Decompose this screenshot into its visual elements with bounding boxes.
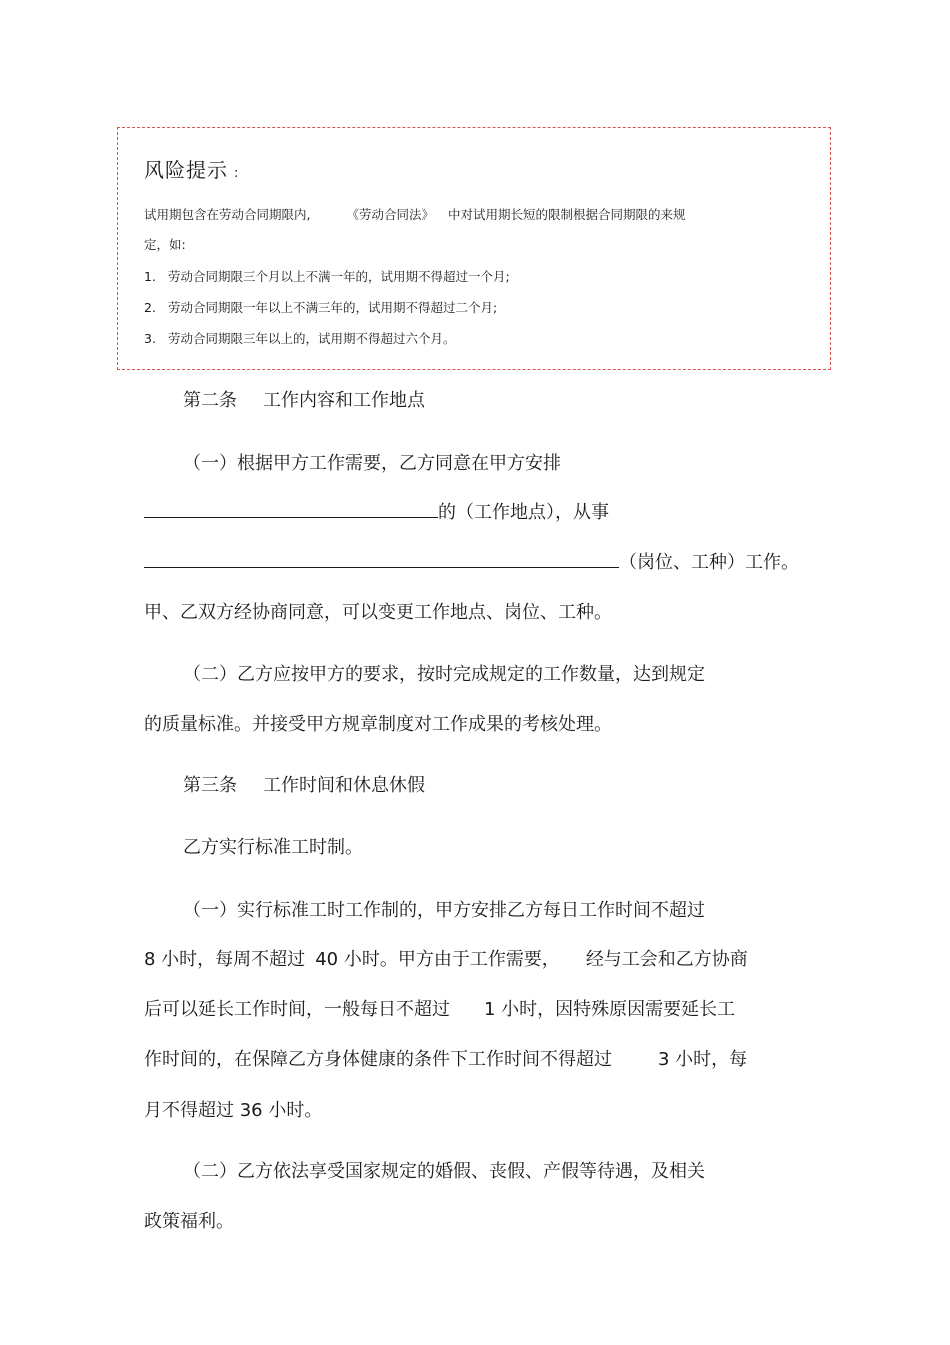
job-position-blank[interactable] <box>144 549 619 568</box>
article3-p1-line4 <box>144 1045 747 1071</box>
risk-item-text: 劳动合同期限一年以上不满三年的，试用期不得超过二个月; <box>168 300 498 315</box>
article3-title: 工作时间和休息休假 <box>263 775 425 796</box>
risk-item <box>144 298 497 316</box>
article3-heading <box>183 771 425 797</box>
risk-notice-box <box>117 127 831 370</box>
risk-title-colon: : <box>234 166 240 181</box>
article3-p1-line3 <box>144 995 735 1021</box>
work-location-blank[interactable] <box>144 499 438 518</box>
risk-title-text: 风险提示 <box>144 158 228 182</box>
work-location-label: 的（工作地点），从事 <box>438 502 609 523</box>
risk-intro-line1 <box>144 205 686 223</box>
article3-p2-line2: 政策福利。 <box>144 1211 234 1232</box>
article3-number: 第三条 <box>183 775 237 796</box>
risk-intro-line2: 定，如: <box>144 237 186 252</box>
article3-p1-line1: （一）实行标准工时工作制的，甲方安排乙方每日工作时间不超过 <box>183 900 705 921</box>
article2-p1-line1: （一）根据甲方工作需要，乙方同意在甲方安排 <box>183 453 561 474</box>
article2-p2-line1: （二）乙方应按甲方的要求，按时完成规定的工作数量，达到规定 <box>183 664 705 685</box>
article2-p2-line2: 的质量标准。并接受甲方规章制度对工作成果的考核处理。 <box>144 714 612 735</box>
article2-title: 工作内容和工作地点 <box>263 390 425 411</box>
article3-p1-line2a: 8 小时，每周不超过 <box>144 949 306 970</box>
risk-item <box>144 267 510 285</box>
risk-notice-title <box>144 154 239 183</box>
article3-p1-line4a: 作时间的，在保障乙方身体健康的条件下工作时间不得超过 <box>144 1049 612 1070</box>
article3-intro: 乙方实行标准工时制。 <box>183 837 363 858</box>
risk-item-number: 2. <box>144 300 156 315</box>
risk-item-number: 1. <box>144 269 156 284</box>
risk-intro-a: 试用期包含在劳动合同期限内, <box>144 207 311 222</box>
article3-p1-line2 <box>144 945 748 971</box>
risk-item <box>144 329 456 347</box>
article3-p2-line1: （二）乙方依法享受国家规定的婚假、丧假、产假等待遇，及相关 <box>183 1161 705 1182</box>
article2-heading <box>183 386 425 412</box>
article3-p1-line3a: 后可以延长工作时间，一般每日不超过 <box>144 999 450 1020</box>
risk-item-text: 劳动合同期限三年以上的，试用期不得超过六个月。 <box>168 331 456 346</box>
article2-p1-line4: 甲、乙双方经协商同意，可以变更工作地点、岗位、工种。 <box>144 602 612 623</box>
article3-p1-line2c: 经与工会和乙方协商 <box>585 949 748 970</box>
risk-intro-b: 《劳动合同法》 <box>346 207 434 222</box>
article3-p1-line3b: 1 小时，因特殊原因需要延长工 <box>484 999 736 1020</box>
article2-number: 第二条 <box>183 390 237 411</box>
article2-p1-line3 <box>144 548 799 574</box>
article2-p1-line2 <box>144 498 609 524</box>
risk-item-text: 劳动合同期限三个月以上不满一年的，试用期不得超过一个月; <box>168 269 510 284</box>
article3-p1-line2b: 40 小时。甲方由于工作需要， <box>315 949 560 970</box>
risk-item-number: 3. <box>144 331 156 346</box>
job-position-label: （岗位、工种）工作。 <box>619 552 799 573</box>
risk-intro-c: 中对试用期长短的限制根据合同期限的来规 <box>448 207 686 222</box>
article3-p1-line5: 月不得超过 36 小时。 <box>144 1100 323 1121</box>
article3-p1-line4b: 3 小时，每 <box>658 1049 748 1070</box>
